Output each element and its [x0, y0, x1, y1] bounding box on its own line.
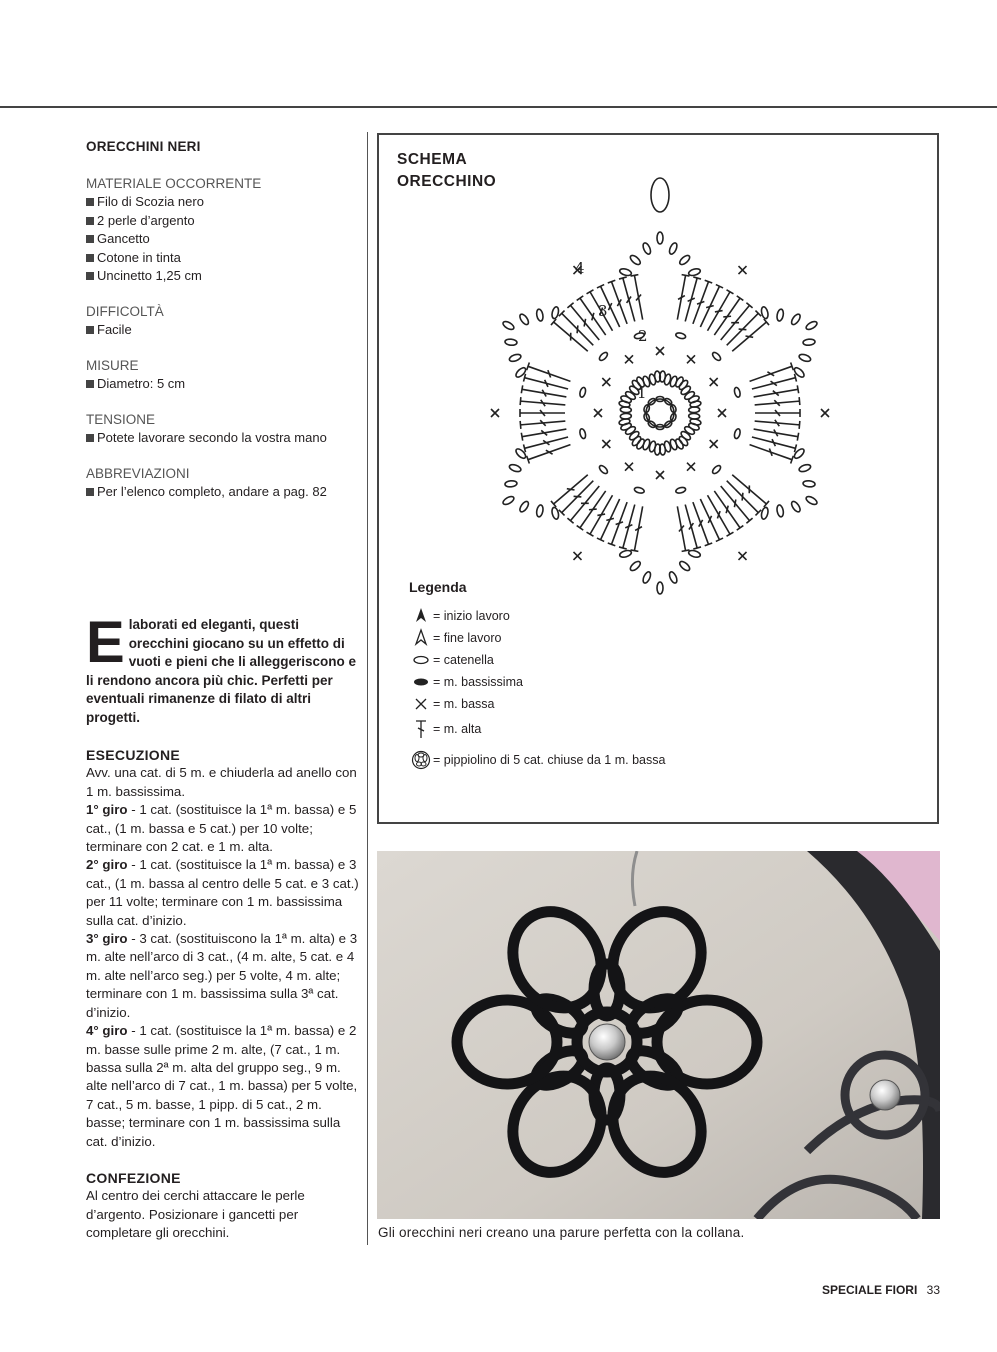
double-crochet-icon: [409, 718, 433, 740]
picot-icon: [409, 749, 433, 771]
filled-oval-icon: [409, 671, 433, 693]
section-heading: TENSIONE: [86, 411, 156, 427]
top-rule: [0, 106, 997, 108]
page-footer: [822, 1283, 940, 1297]
legend-text: = catenella: [433, 653, 494, 667]
legend-row: [409, 671, 665, 693]
legend-rows: [409, 605, 665, 775]
schema-box: [377, 133, 939, 824]
project-title: ORECCHINI NERI: [86, 139, 201, 154]
legend-text: = m. alta: [433, 722, 482, 736]
magazine-name: SPECIALE FIORI: [821, 1283, 918, 1297]
earrings-photo: [377, 851, 940, 1219]
square-bullet-icon: [86, 198, 94, 206]
square-bullet-icon: [86, 272, 94, 280]
bullet-item: Cotone in tinta: [86, 249, 366, 268]
legend-text: = m. bassissima: [433, 675, 523, 689]
bullet-item: Per l’elenco completo, andare a pag. 82: [86, 483, 366, 502]
column-divider: [367, 132, 368, 1245]
page-number: 33: [926, 1283, 940, 1297]
legend: [409, 579, 665, 775]
photo-caption: Gli orecchini neri creano una parure perfetta con la collana.: [378, 1225, 745, 1240]
execution-start: Avv. una cat. di 5 m. e chiuderla ad anello con 1 m. bassissima.: [86, 765, 357, 799]
round-number-4: 4: [575, 259, 585, 277]
section-heading: ABBREVIAZIONI: [86, 465, 190, 481]
round-instruction: 2° giro - 1 cat. (sostituisce la 1ª m. bassa) e 3 cat., (1 m. bassa al centro delle 5 cat. e 3 cat.) per 11 volte; terminare con 1 m. bassissima sulla cat. d’inizio.: [86, 857, 359, 928]
bullet-item: Diametro: 5 cm: [86, 375, 366, 394]
intro-paragraph: [86, 610, 358, 728]
bullet-item: Uncinetto 1,25 cm: [86, 267, 366, 286]
confezione-text: Al centro dei cerchi attaccare le perle d’argento. Posizionare i gancetti per completare gli orecchini.: [86, 1188, 305, 1241]
schema-title-line1: SCHEMA: [397, 151, 468, 168]
round-number-3: 3: [598, 302, 608, 320]
legend-row: [409, 605, 665, 627]
square-bullet-icon: [86, 235, 94, 243]
round-instruction: 1° giro - 1 cat. (sostituisce la 1ª m. bassa) e 5 cat., (1 m. bassa e 5 cat.) per 10 volte; terminare con 2 cat. e 1 m. alta.: [86, 802, 357, 855]
legend-text: = pippiolino di 5 cat. chiuse da 1 m. bassa: [433, 753, 666, 767]
square-bullet-icon: [86, 326, 94, 334]
legend-row: [409, 693, 665, 715]
square-bullet-icon: [86, 488, 94, 496]
oval-icon: [409, 649, 433, 671]
crochet-diagram: [442, 168, 882, 638]
legend-row: [409, 745, 665, 775]
materials-sidebar: [86, 138, 366, 502]
legend-text: = m. bassa: [433, 697, 495, 711]
legend-text: = fine lavoro: [433, 631, 502, 645]
section-heading: MISURE: [86, 357, 139, 373]
round-number-2: 2: [638, 327, 648, 345]
square-bullet-icon: [86, 217, 94, 225]
confezione-heading: CONFEZIONE: [86, 1169, 181, 1186]
arrow-outline-icon: [409, 627, 433, 649]
round-instruction: 3° giro - 3 cat. (sostituiscono la 1ª m. alta) e 3 m. alte nell’arco di 3 cat., (4 m. alte, 5 cat. e 4 m. alte nell’arco seg.) per 5 volte, 4 m. alte; terminare con 1 m. bassissima sulla 3ª cat. d’inizio.: [86, 931, 358, 1020]
bullet-item: Potete lavorare secondo la vostra mano: [86, 429, 366, 448]
legend-title: Legenda: [409, 579, 467, 595]
intro-text: laborati ed eleganti, questi orecchini giocano su un effetto di vuoti e pieni che li alleggeriscono e li rendono ancora più chic. Perfetti per eventuali rimanenze di filato di altri progetti.: [86, 617, 356, 725]
bullet-item: 2 perle d’argento: [86, 212, 366, 231]
legend-text: = inizio lavoro: [433, 609, 510, 623]
square-bullet-icon: [86, 434, 94, 442]
bullet-item: Facile: [86, 321, 366, 340]
dropcap: E: [86, 610, 125, 675]
round-instruction: 4° giro - 1 cat. (sostituisce la 1ª m. bassa) e 2 m. basse sulle prime 2 m. alte, (7 cat., 1 m. bassa sulla 2ª m. alta del gruppo seg., 9 m. alte nell’arco di 7 cat., 1 m. bassa) per 5 volte, 7 cat., 5 m. basse, 1 pipp. di 5 cat., 2 m. basse; terminare con 1 m. bassissima sulla cat. d’inizio.: [86, 1023, 358, 1149]
legend-row: [409, 715, 665, 743]
section-heading: DIFFICOLTÀ: [86, 303, 164, 319]
bullet-item: Gancetto: [86, 230, 366, 249]
round-number-1: 1: [637, 384, 647, 402]
instructions: [86, 746, 360, 1243]
section-heading: MATERIALE OCCORRENTE: [86, 175, 262, 191]
execution-heading: ESECUZIONE: [86, 747, 181, 763]
arrow-solid-icon: [409, 605, 433, 627]
square-bullet-icon: [86, 254, 94, 262]
materials-sections: [86, 175, 366, 502]
schema-title-line2: ORECCHINO: [397, 173, 497, 190]
legend-row: [409, 627, 665, 649]
rounds-list: [86, 801, 360, 1151]
square-bullet-icon: [86, 380, 94, 388]
bullet-item: Filo di Scozia nero: [86, 193, 366, 212]
legend-row: [409, 649, 665, 671]
cross-icon: [409, 693, 433, 715]
